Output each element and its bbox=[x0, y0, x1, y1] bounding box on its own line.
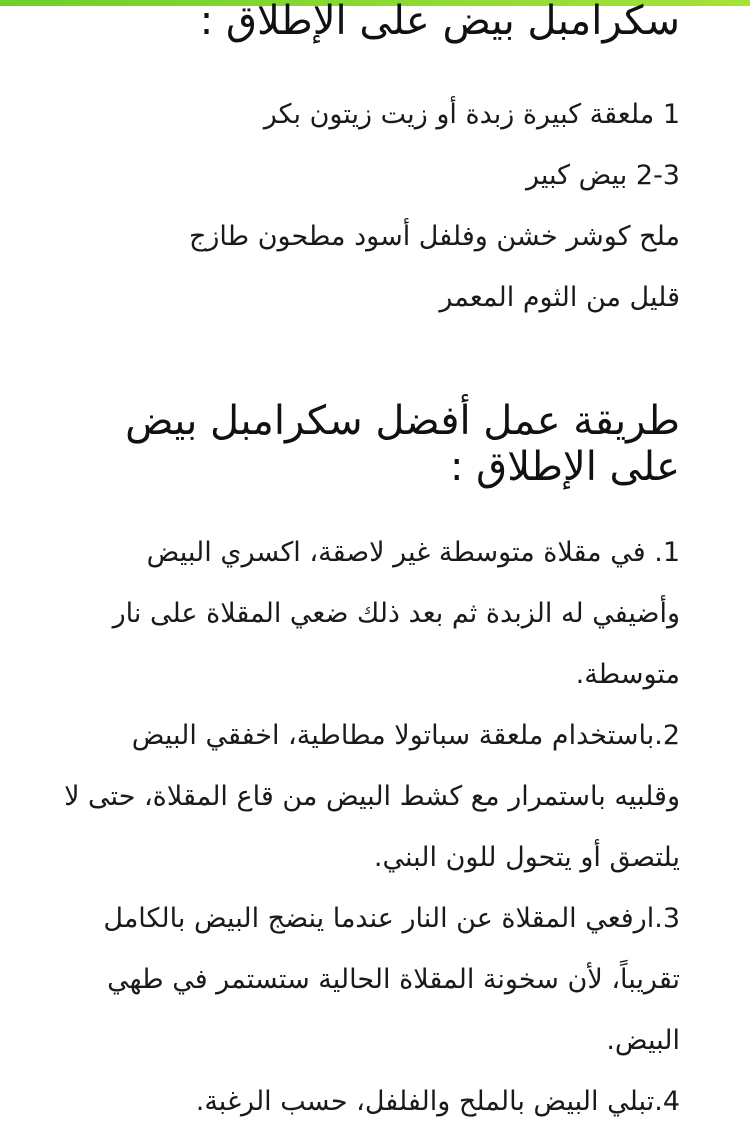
ingredient-item: 2-3 بيض كبير bbox=[525, 160, 680, 191]
method-step: 4.تبلي البيض بالملح والفلفل، حسب الرغبة. bbox=[195, 1086, 680, 1117]
ingredients-heading: سكرامبل بيض على الإطلاق : bbox=[199, 0, 680, 44]
method-step: 3.ارفعي المقلاة عن النار عندما ينضج البيض بالكامل تقريباً، لأن سخونة المقلاة الحالية ستستمر في طهي البيض. bbox=[103, 903, 680, 1056]
ingredient-item: 1 ملعقة كبيرة زبدة أو زيت زيتون بكر bbox=[263, 99, 680, 130]
ingredient-item: ملح كوشر خشن وفلفل أسود مطحون طازج bbox=[188, 221, 680, 252]
method-step: 1. في مقلاة متوسطة غير لاصقة، اكسري البيض وأضيفي له الزبدة ثم بعد ذلك ضعي المقلاة على نار متوسطة. bbox=[112, 537, 680, 690]
method-steps-list bbox=[58, 522, 680, 1132]
ingredients-list bbox=[60, 84, 680, 328]
method-step: 2.باستخدام ملعقة سباتولا مطاطية، اخفقي البيض وقلبيه باستمرار مع كشط البيض من قاع المقلاة، حتى لا يلتصق أو يتحول للون البني. bbox=[64, 720, 680, 873]
ingredient-item: قليل من الثوم المعمر bbox=[439, 282, 680, 313]
method-heading: طريقة عمل أفضل سكرامبل بيض على الإطلاق : bbox=[125, 398, 680, 490]
